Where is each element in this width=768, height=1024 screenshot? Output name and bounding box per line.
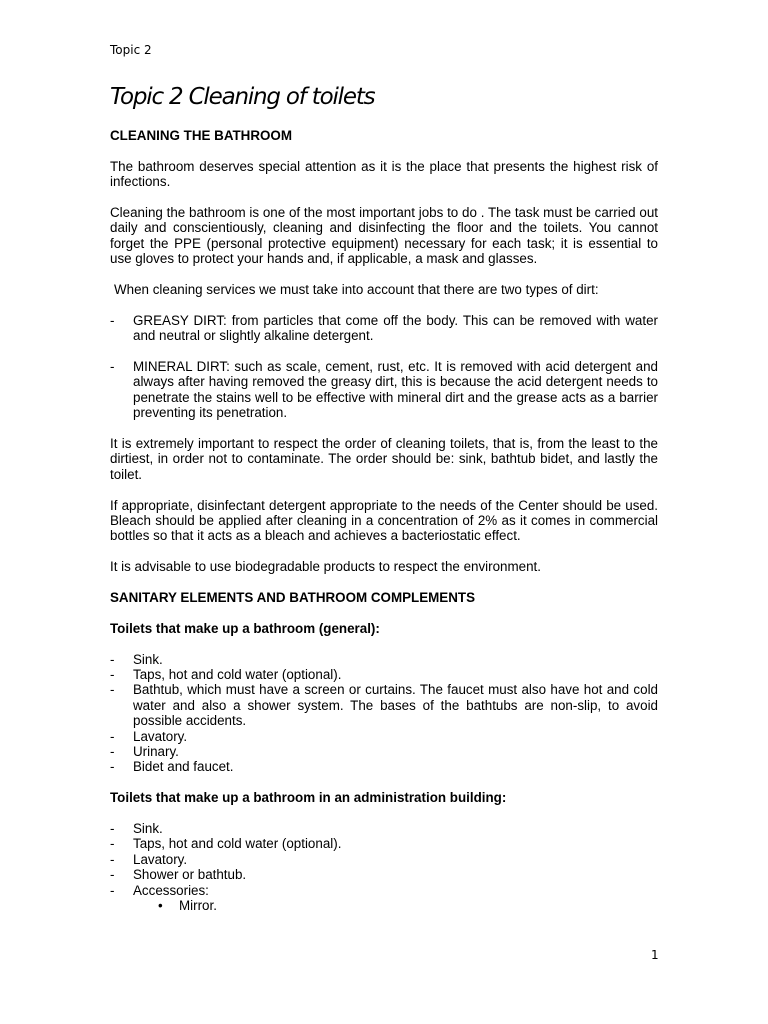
dash-marker: - — [110, 667, 115, 683]
list-item — [110, 744, 658, 759]
list-item — [110, 759, 658, 774]
subheading-administration: Toilets that make up a bathroom in an administration building: — [110, 790, 507, 806]
list-item — [110, 359, 658, 421]
list-item — [110, 821, 658, 836]
list-item — [110, 682, 658, 728]
list-item-text: Bathtub, which must have a screen or curtains. The faucet must also have hot and cold water and also a shower system. The bases of the bathtubs are non-slip, to avoid possible accidents. — [133, 682, 658, 729]
list-item — [110, 836, 658, 851]
section-heading-cleaning: CLEANING THE BATHROOM — [110, 128, 293, 143]
list-item-text: Bidet and faucet. — [133, 759, 234, 775]
paragraph: It is extremely important to respect the order of cleaning toilets, that is, from the least to the dirtiest, in order not to contaminate. The order should be: sink, bathtub bidet, and lastly the toilet. — [110, 436, 658, 482]
running-header: Topic 2 — [110, 43, 152, 57]
list-item-text: Sink. — [133, 821, 163, 837]
list-item-text: Taps, hot and cold water (optional). — [133, 836, 342, 852]
page-title: Topic 2 Cleaning of toilets — [110, 84, 375, 110]
bullet-item-text: Mirror. — [179, 898, 217, 914]
paragraph: The bathroom deserves special attention as it is the place that presents the highest risk of infections. — [110, 158, 658, 190]
list-item-text: Lavatory. — [133, 851, 188, 867]
list-item — [110, 867, 658, 882]
page-number: 1 — [651, 948, 659, 962]
list-item — [110, 667, 658, 682]
dash-marker: - — [110, 821, 115, 837]
paragraph: It is advisable to use biodegradable products to respect the environment. — [110, 559, 541, 575]
dash-marker: - — [110, 682, 115, 698]
dash-marker: - — [110, 851, 115, 867]
dash-marker: - — [110, 312, 115, 328]
list-item-text: MINERAL DIRT: such as scale, cement, rust, etc. It is removed with acid detergent and always after having removed the greasy dirt, this is because the acid detergent needs to penetrate the stains well to be effective with mineral dirt and the grease acts as a barrier preventing its penetration. — [133, 359, 658, 421]
list-item — [110, 652, 658, 667]
subheading-general: Toilets that make up a bathroom (general): — [110, 620, 380, 636]
list-item — [110, 852, 658, 867]
list-item-text: Accessories: — [133, 882, 209, 898]
dash-marker: - — [110, 359, 115, 375]
list-administration — [110, 821, 658, 913]
paragraph: Cleaning the bathroom is one of the most important jobs to do . The task must be carried out daily and conscientiously, cleaning and disinfecting the floor and the toilets. You cannot forget the PPE (personal protective equipment) necessary for each task; it is essential to use gloves to protect your hands and, if applicable, a mask and glasses. — [110, 205, 658, 267]
list-item-text: GREASY DIRT: from particles that come off the body. This can be removed with water and neutral or slightly alkaline detergent. — [133, 312, 658, 344]
list-item-text: Sink. — [133, 651, 163, 667]
list-item-text: Urinary. — [133, 744, 179, 760]
bullet-marker: • — [158, 898, 163, 914]
dash-marker: - — [110, 744, 115, 760]
dash-marker: - — [110, 867, 115, 883]
dash-marker: - — [110, 882, 115, 898]
list-item — [110, 883, 658, 898]
bullet-item — [110, 898, 658, 913]
list-general — [110, 652, 658, 775]
list-item — [110, 313, 658, 344]
dash-marker: - — [110, 759, 115, 775]
dash-marker: - — [110, 836, 115, 852]
list-item-text: Lavatory. — [133, 728, 188, 744]
dash-marker: - — [110, 651, 115, 667]
paragraph: When cleaning services we must take into account that there are two types of dirt: — [114, 282, 599, 298]
list-item — [110, 729, 658, 744]
section-heading-sanitary: SANITARY ELEMENTS AND BATHROOM COMPLEMENTS — [110, 590, 476, 606]
document-body — [110, 128, 658, 914]
list-item-text: Shower or bathtub. — [133, 867, 247, 883]
dash-marker: - — [110, 728, 115, 744]
list-item-text: Taps, hot and cold water (optional). — [133, 667, 342, 683]
paragraph: If appropriate, disinfectant detergent appropriate to the needs of the Center should be used. Bleach should be applied after cleaning in a concentration of 2% as it comes in commercial bottles so that it acts as a bleach and achieves a bacteriostatic effect. — [110, 497, 658, 544]
